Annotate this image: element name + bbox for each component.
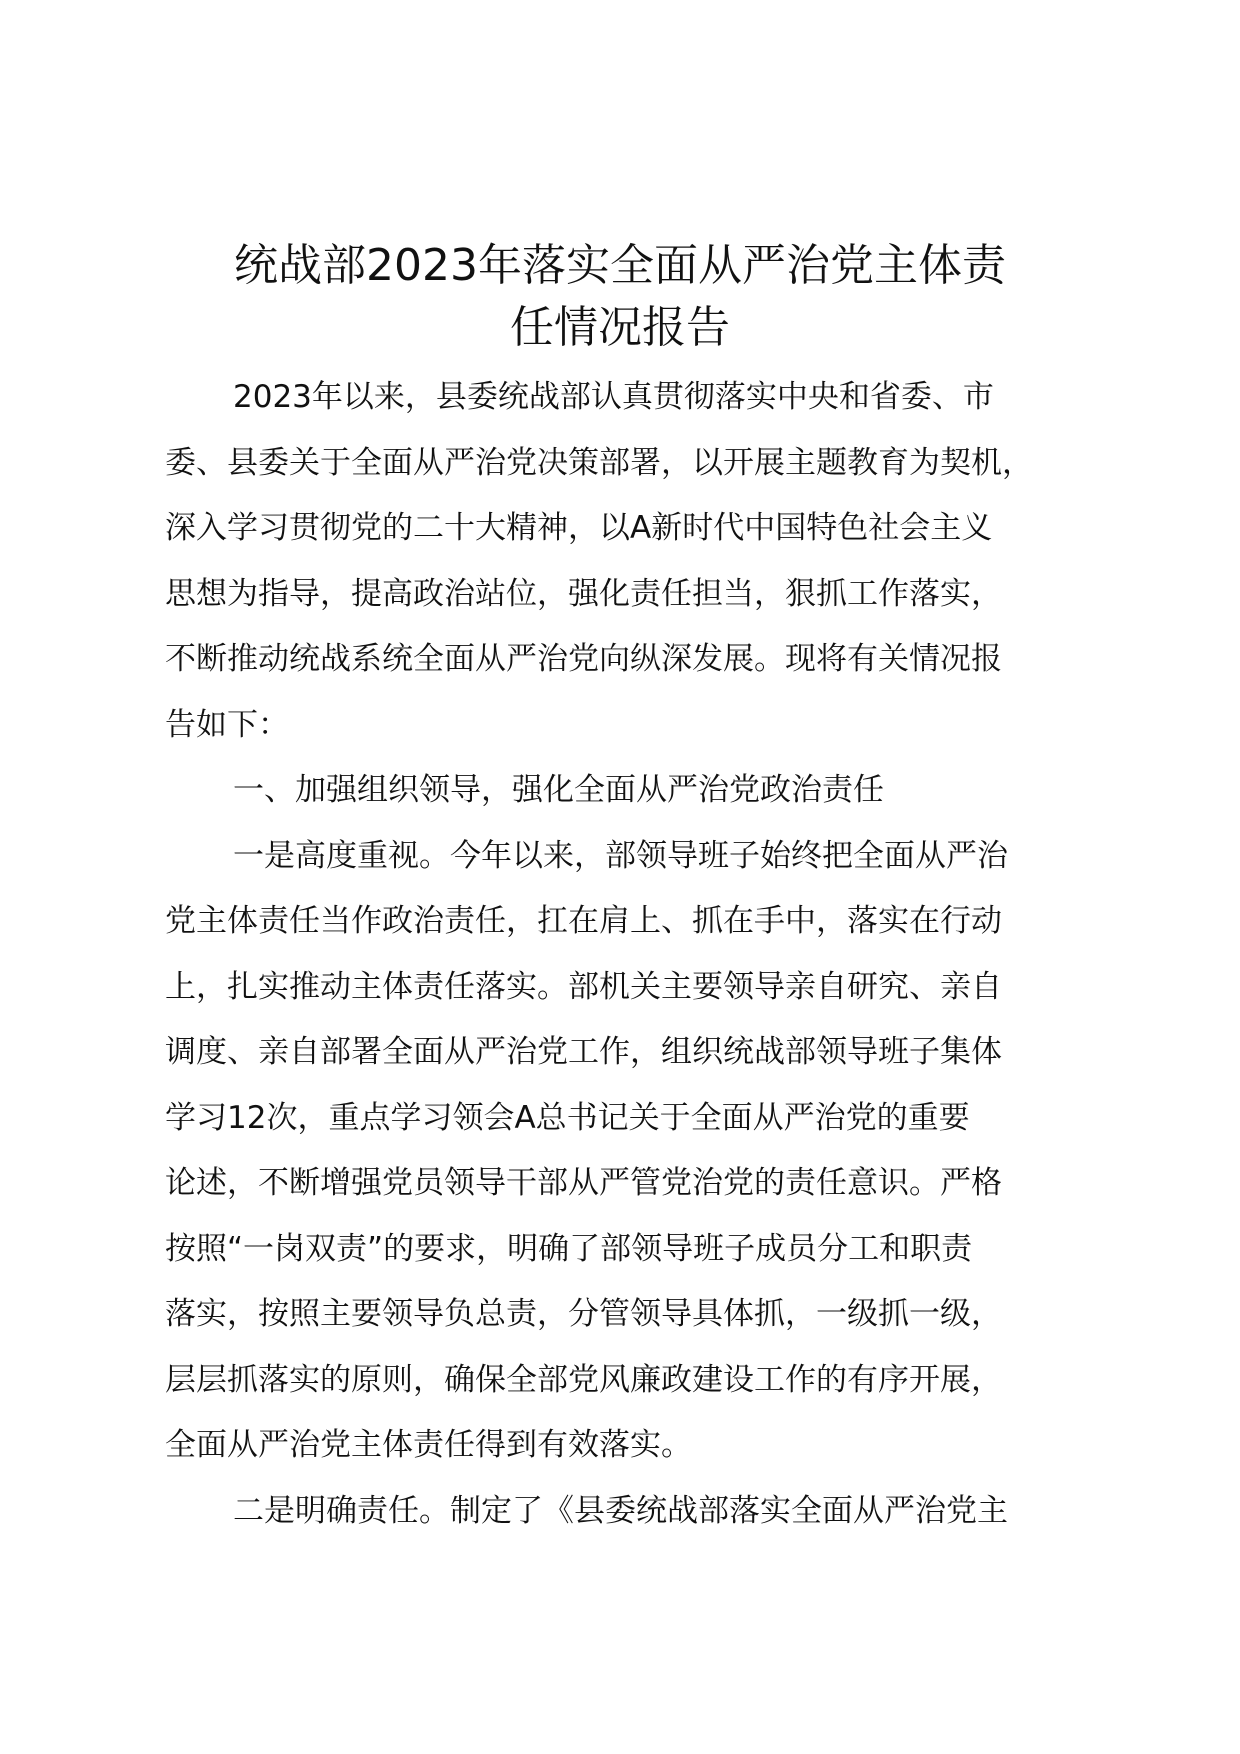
paragraph-line: 告如下： <box>165 706 289 743</box>
document-title <box>150 235 1090 359</box>
paragraph-line: 党主体责任当作政治责任，扛在肩上、抓在手中，落实在行动 <box>165 903 1002 939</box>
paragraph-line: 委、县委关于全面从严治党决策部署，以开展主题教育为契机， <box>165 444 1033 481</box>
title-line: 任情况报告 <box>510 302 730 353</box>
paragraph-line: 层层抓落实的原则，确保全部党风廉政建设工作的有序开展， <box>165 1361 1002 1398</box>
paragraph-line: 深入学习贯彻党的二十大精神，以A新时代中国特色社会主义 <box>165 510 993 546</box>
paragraph-line: 全面从严治党主体责任得到有效落实。 <box>165 1427 692 1463</box>
paragraph-line: 一是高度重视。今年以来，部领导班子始终把全面从严治 <box>233 837 1008 874</box>
paragraph-line: 二是明确责任。制定了《县委统战部落实全面从严治党主 <box>233 1492 1008 1529</box>
title-line: 统战部2023年落实全面从严治党主体责 <box>234 240 1006 291</box>
paragraph-line: 按照“一岗双责”的要求，明确了部领导班子成员分工和职责 <box>165 1230 973 1267</box>
paragraph-line: 思想为指导，提高政治站位，强化责任担当，狠抓工作落实， <box>165 575 1002 612</box>
paragraph-line: 不断推动统战系统全面从严治党向纵深发展。现将有关情况报 <box>165 641 1002 677</box>
paragraph-line: 2023年以来，县委统战部认真贯彻落实中央和省委、市 <box>233 379 994 415</box>
paragraph-line: 落实，按照主要领导负总责，分管领导具体抓，一级抓一级， <box>165 1296 1002 1332</box>
paragraph-line: 上，扎实推动主体责任落实。部机关主要领导亲自研究、亲自 <box>165 968 1002 1005</box>
section-heading: 一、加强组织领导，强化全面从严治党政治责任 <box>233 772 884 808</box>
paragraph-line: 学习12次，重点学习领会A总书记关于全面从严治党的重要 <box>165 1099 970 1136</box>
document-body <box>165 365 1120 1544</box>
paragraph-line: 调度、亲自部署全面从严治党工作，组织统战部领导班子集体 <box>165 1034 1002 1070</box>
paragraph-line: 论述，不断增强党员领导干部从严管党治党的责任意识。严格 <box>165 1165 1002 1201</box>
